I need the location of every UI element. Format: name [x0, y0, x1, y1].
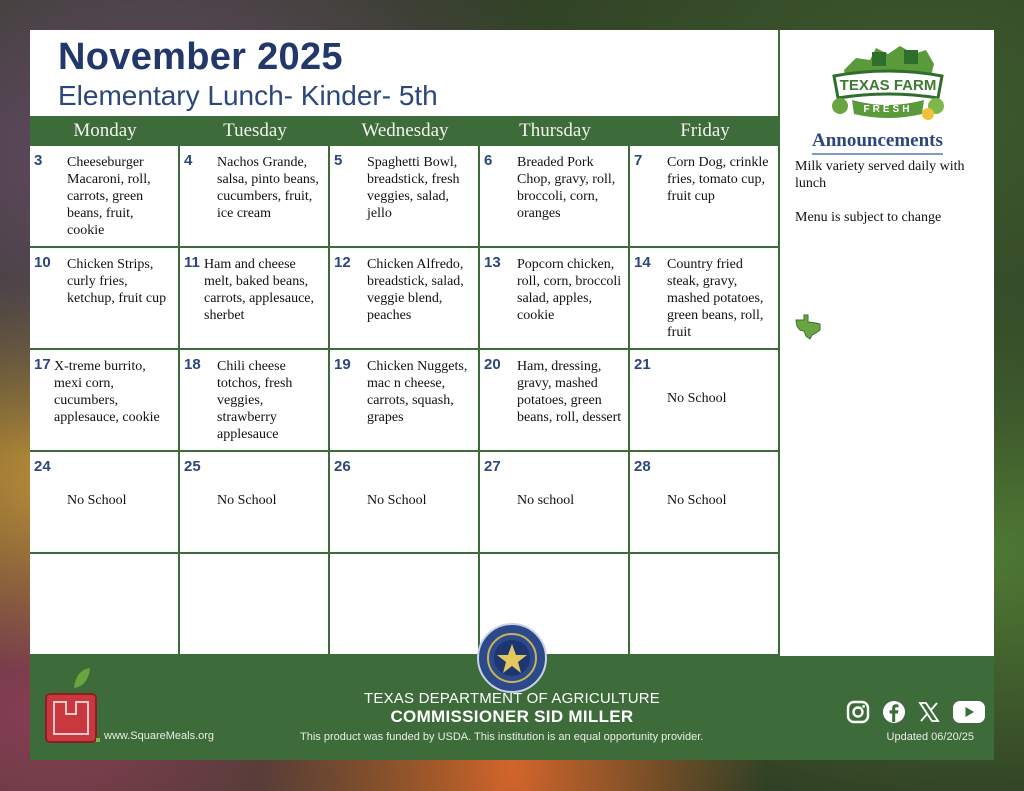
- day-cell: [480, 248, 630, 350]
- usda-disclaimer: This product was funded by USDA. This institution is an equal opportunity provider.: [300, 731, 704, 743]
- day-cell: [630, 452, 780, 554]
- calendar-grid: [30, 146, 780, 656]
- day-number: 5: [334, 152, 343, 169]
- day-cell: [480, 350, 630, 452]
- day-menu: Popcorn chicken, roll, corn, broccoli salad, apples, cookie: [517, 257, 622, 323]
- commissioner-name: COMMISSIONER SID MILLER: [390, 707, 634, 726]
- announcement-item: Menu is subject to change: [795, 210, 942, 225]
- day-cell: [30, 452, 180, 554]
- day-cell: [330, 146, 480, 248]
- instagram-icon[interactable]: [846, 700, 870, 724]
- day-number: 20: [484, 356, 501, 373]
- day-menu: No School: [367, 493, 427, 508]
- day-menu: Cheeseburger Macaroni, roll, carrots, green beans, fruit, cookie: [67, 155, 151, 238]
- day-cell: [330, 248, 480, 350]
- page-subtitle: Elementary Lunch- Kinder- 5th: [58, 80, 438, 111]
- day-number: 25: [184, 458, 201, 475]
- announcements-list: [795, 158, 985, 243]
- menu-sheet: [30, 30, 994, 760]
- day-menu: No School: [667, 391, 727, 406]
- agency-name: TEXAS DEPARTMENT OF AGRICULTURE: [364, 690, 660, 707]
- day-cell-empty: [30, 554, 180, 656]
- calendar-section: [30, 30, 780, 656]
- youtube-icon[interactable]: [952, 700, 986, 724]
- texas-farm-fresh-logo: [826, 40, 950, 122]
- texas-icon: [794, 314, 822, 340]
- day-menu: Chili cheese totchos, fresh veggies, strawberry applesauce: [217, 359, 293, 442]
- page-title: November 2025: [58, 36, 343, 78]
- day-menu: No School: [67, 493, 127, 508]
- day-cell: [330, 350, 480, 452]
- weekday-monday: Monday: [73, 120, 137, 141]
- footer: [30, 656, 994, 760]
- day-menu: No school: [517, 493, 575, 508]
- weekday-wednesday: Wednesday: [361, 120, 449, 141]
- day-menu: Ham and cheese melt, baked beans, carrots, applesauce, sherbet: [204, 257, 314, 323]
- day-cell-empty: [630, 554, 780, 656]
- website-link[interactable]: www.SquareMeals.org: [104, 730, 215, 742]
- day-menu: Spaghetti Bowl, breadstick, fresh veggies, salad, jello: [367, 155, 460, 221]
- announcement-item: Milk variety served daily with lunch: [795, 159, 965, 191]
- weekday-tuesday: Tuesday: [223, 120, 287, 141]
- day-menu: Corn Dog, crinkle fries, tomato cup, fruit cup: [667, 155, 769, 204]
- day-menu: Chicken Alfredo, breadstick, salad, veggie blend, peaches: [367, 257, 464, 323]
- day-cell: [330, 452, 480, 554]
- day-cell: [30, 248, 180, 350]
- facebook-icon[interactable]: [882, 700, 906, 724]
- day-number: 27: [484, 458, 501, 475]
- day-number: 19: [334, 356, 351, 373]
- day-cell: [180, 146, 330, 248]
- day-cell: [30, 350, 180, 452]
- weekday-header: [30, 116, 780, 146]
- day-menu: Breaded Pork Chop, gravy, roll, broccoli, corn, oranges: [517, 155, 616, 221]
- sidebar: [782, 30, 994, 656]
- day-number: 4: [184, 152, 193, 169]
- day-menu: Chicken Strips, curly fries, ketchup, fruit cup: [67, 257, 167, 306]
- day-number: 11: [184, 254, 200, 271]
- day-number: 24: [34, 458, 51, 475]
- day-number: 18: [184, 356, 201, 373]
- day-number: 3: [34, 152, 43, 169]
- day-number: 14: [634, 254, 651, 271]
- weekday-friday: Friday: [680, 120, 730, 141]
- day-number: 6: [484, 152, 493, 169]
- social-links: [846, 700, 986, 724]
- day-number: 26: [334, 458, 351, 475]
- day-cell-empty: [180, 554, 330, 656]
- day-number: 28: [634, 458, 651, 475]
- day-cell-empty: [330, 554, 480, 656]
- announcements-title: Announcements: [812, 130, 943, 155]
- day-cell: [630, 248, 780, 350]
- day-cell: [630, 146, 780, 248]
- weekday-thursday: Thursday: [519, 120, 591, 141]
- day-menu: Nachos Grande, salsa, pinto beans, cucumbers, fruit, ice cream: [217, 155, 319, 221]
- updated-date: Updated 06/20/25: [886, 731, 974, 743]
- day-menu: No School: [667, 493, 727, 508]
- day-cell: [180, 350, 330, 452]
- day-number: 12: [334, 254, 351, 271]
- x-icon[interactable]: [918, 701, 940, 723]
- day-menu: X-treme burrito, mexi corn, cucumbers, applesauce, cookie: [54, 359, 160, 425]
- logo-line2: FRESH: [863, 104, 913, 115]
- day-menu: Country fried steak, gravy, mashed potatoes, green beans, roll, fruit: [667, 257, 764, 340]
- day-cell: [630, 350, 780, 452]
- logo-line1: TEXAS FARM: [839, 77, 937, 94]
- day-cell: [480, 452, 630, 554]
- day-menu: Ham, dressing, gravy, mashed potatoes, green beans, roll, dessert: [517, 359, 622, 425]
- day-number: 17: [34, 356, 51, 373]
- day-cell: [480, 146, 630, 248]
- day-number: 13: [484, 254, 501, 271]
- day-menu: No School: [217, 493, 277, 508]
- day-number: 10: [34, 254, 51, 271]
- day-number: 21: [634, 356, 651, 373]
- tda-seal: [476, 622, 548, 694]
- day-menu: Chicken Nuggets, mac n cheese, carrots, squash, grapes: [367, 359, 468, 425]
- day-number: 7: [634, 152, 643, 169]
- day-cell: [180, 452, 330, 554]
- day-cell: [180, 248, 330, 350]
- day-cell: [30, 146, 180, 248]
